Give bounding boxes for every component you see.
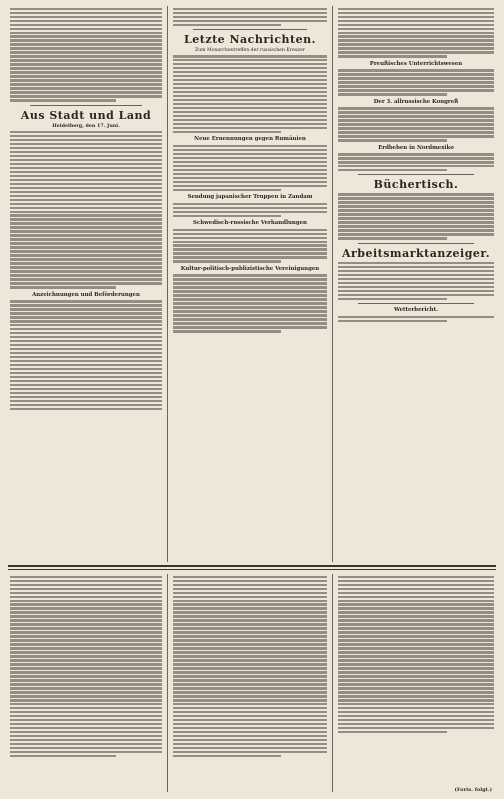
column-1 (10, 6, 162, 566)
col3-text-3 (338, 107, 494, 141)
section-heading-buechertisch: Büchertisch. (373, 178, 459, 192)
subheading-1: Neue Ernennungen gegen Rumänien (194, 136, 306, 143)
subheading-2: Sendung japanischer Truppen in Zandam (187, 194, 313, 201)
feuilleton-column-1 (10, 574, 162, 792)
feuilleton-rule (8, 565, 496, 567)
subheading-3: Schwedisch-russische Verhandlungen (193, 219, 307, 226)
col3-text-2 (338, 69, 494, 95)
column-2 (173, 6, 327, 566)
divider (358, 243, 474, 244)
column-3 (338, 6, 494, 566)
divider (193, 29, 307, 30)
col3-text-4 (338, 153, 494, 171)
feuilleton-column-3 (338, 574, 494, 792)
col3-text-7 (338, 316, 494, 322)
dateline: Heidelberg, den 17. Juni. (52, 122, 120, 129)
col2-text-4 (173, 229, 327, 263)
col1-top-text (10, 8, 162, 102)
subheading-1: Preußisches Unterrichtswesen (369, 60, 463, 67)
col2-text-5 (173, 274, 327, 332)
col3-top-text (338, 8, 494, 58)
col2-body-text (173, 55, 327, 133)
subheading-2: Der 3. allrussische Kongreß (373, 98, 459, 105)
column-rule (167, 574, 168, 792)
section-subtitle: Zum Monarchentreffen der russischen Kreuzer (194, 47, 306, 53)
divider (30, 105, 142, 106)
subheading-3: Erdbeben in Nordmexiko (378, 144, 454, 151)
subheading-anzeigen: Anzeichnungen und Beförderungen (32, 291, 140, 298)
section-heading-aus-stadt-und-land: Aus Stadt und Land (20, 108, 152, 122)
subheading-4: Kultur-politisch-publizistische Vereinigungen (180, 265, 320, 272)
section-heading-letzte-nachrichten: Letzte Nachrichten. (184, 32, 316, 46)
column-rule (332, 6, 333, 562)
col1-body-text (10, 131, 162, 289)
continuation-note: (Forts. folgt.) (454, 787, 492, 793)
feuilleton-column-2 (173, 574, 327, 792)
feuilleton-rule-thin (8, 569, 496, 570)
col2-top-text (173, 8, 327, 26)
section-heading-wetterbericht: Wetterbericht. (394, 306, 438, 313)
section-heading-arbeitsmarktanzeiger: Arbeitsmarktanzeiger. (341, 246, 491, 260)
divider (358, 174, 474, 175)
divider (358, 303, 474, 304)
col3-text-6 (338, 262, 494, 300)
col1-lower-text (10, 300, 162, 410)
col2-text-3 (173, 203, 327, 217)
column-rule (167, 6, 168, 562)
column-rule (332, 574, 333, 792)
col2-text-2 (173, 145, 327, 191)
col3-text-5 (338, 193, 494, 239)
